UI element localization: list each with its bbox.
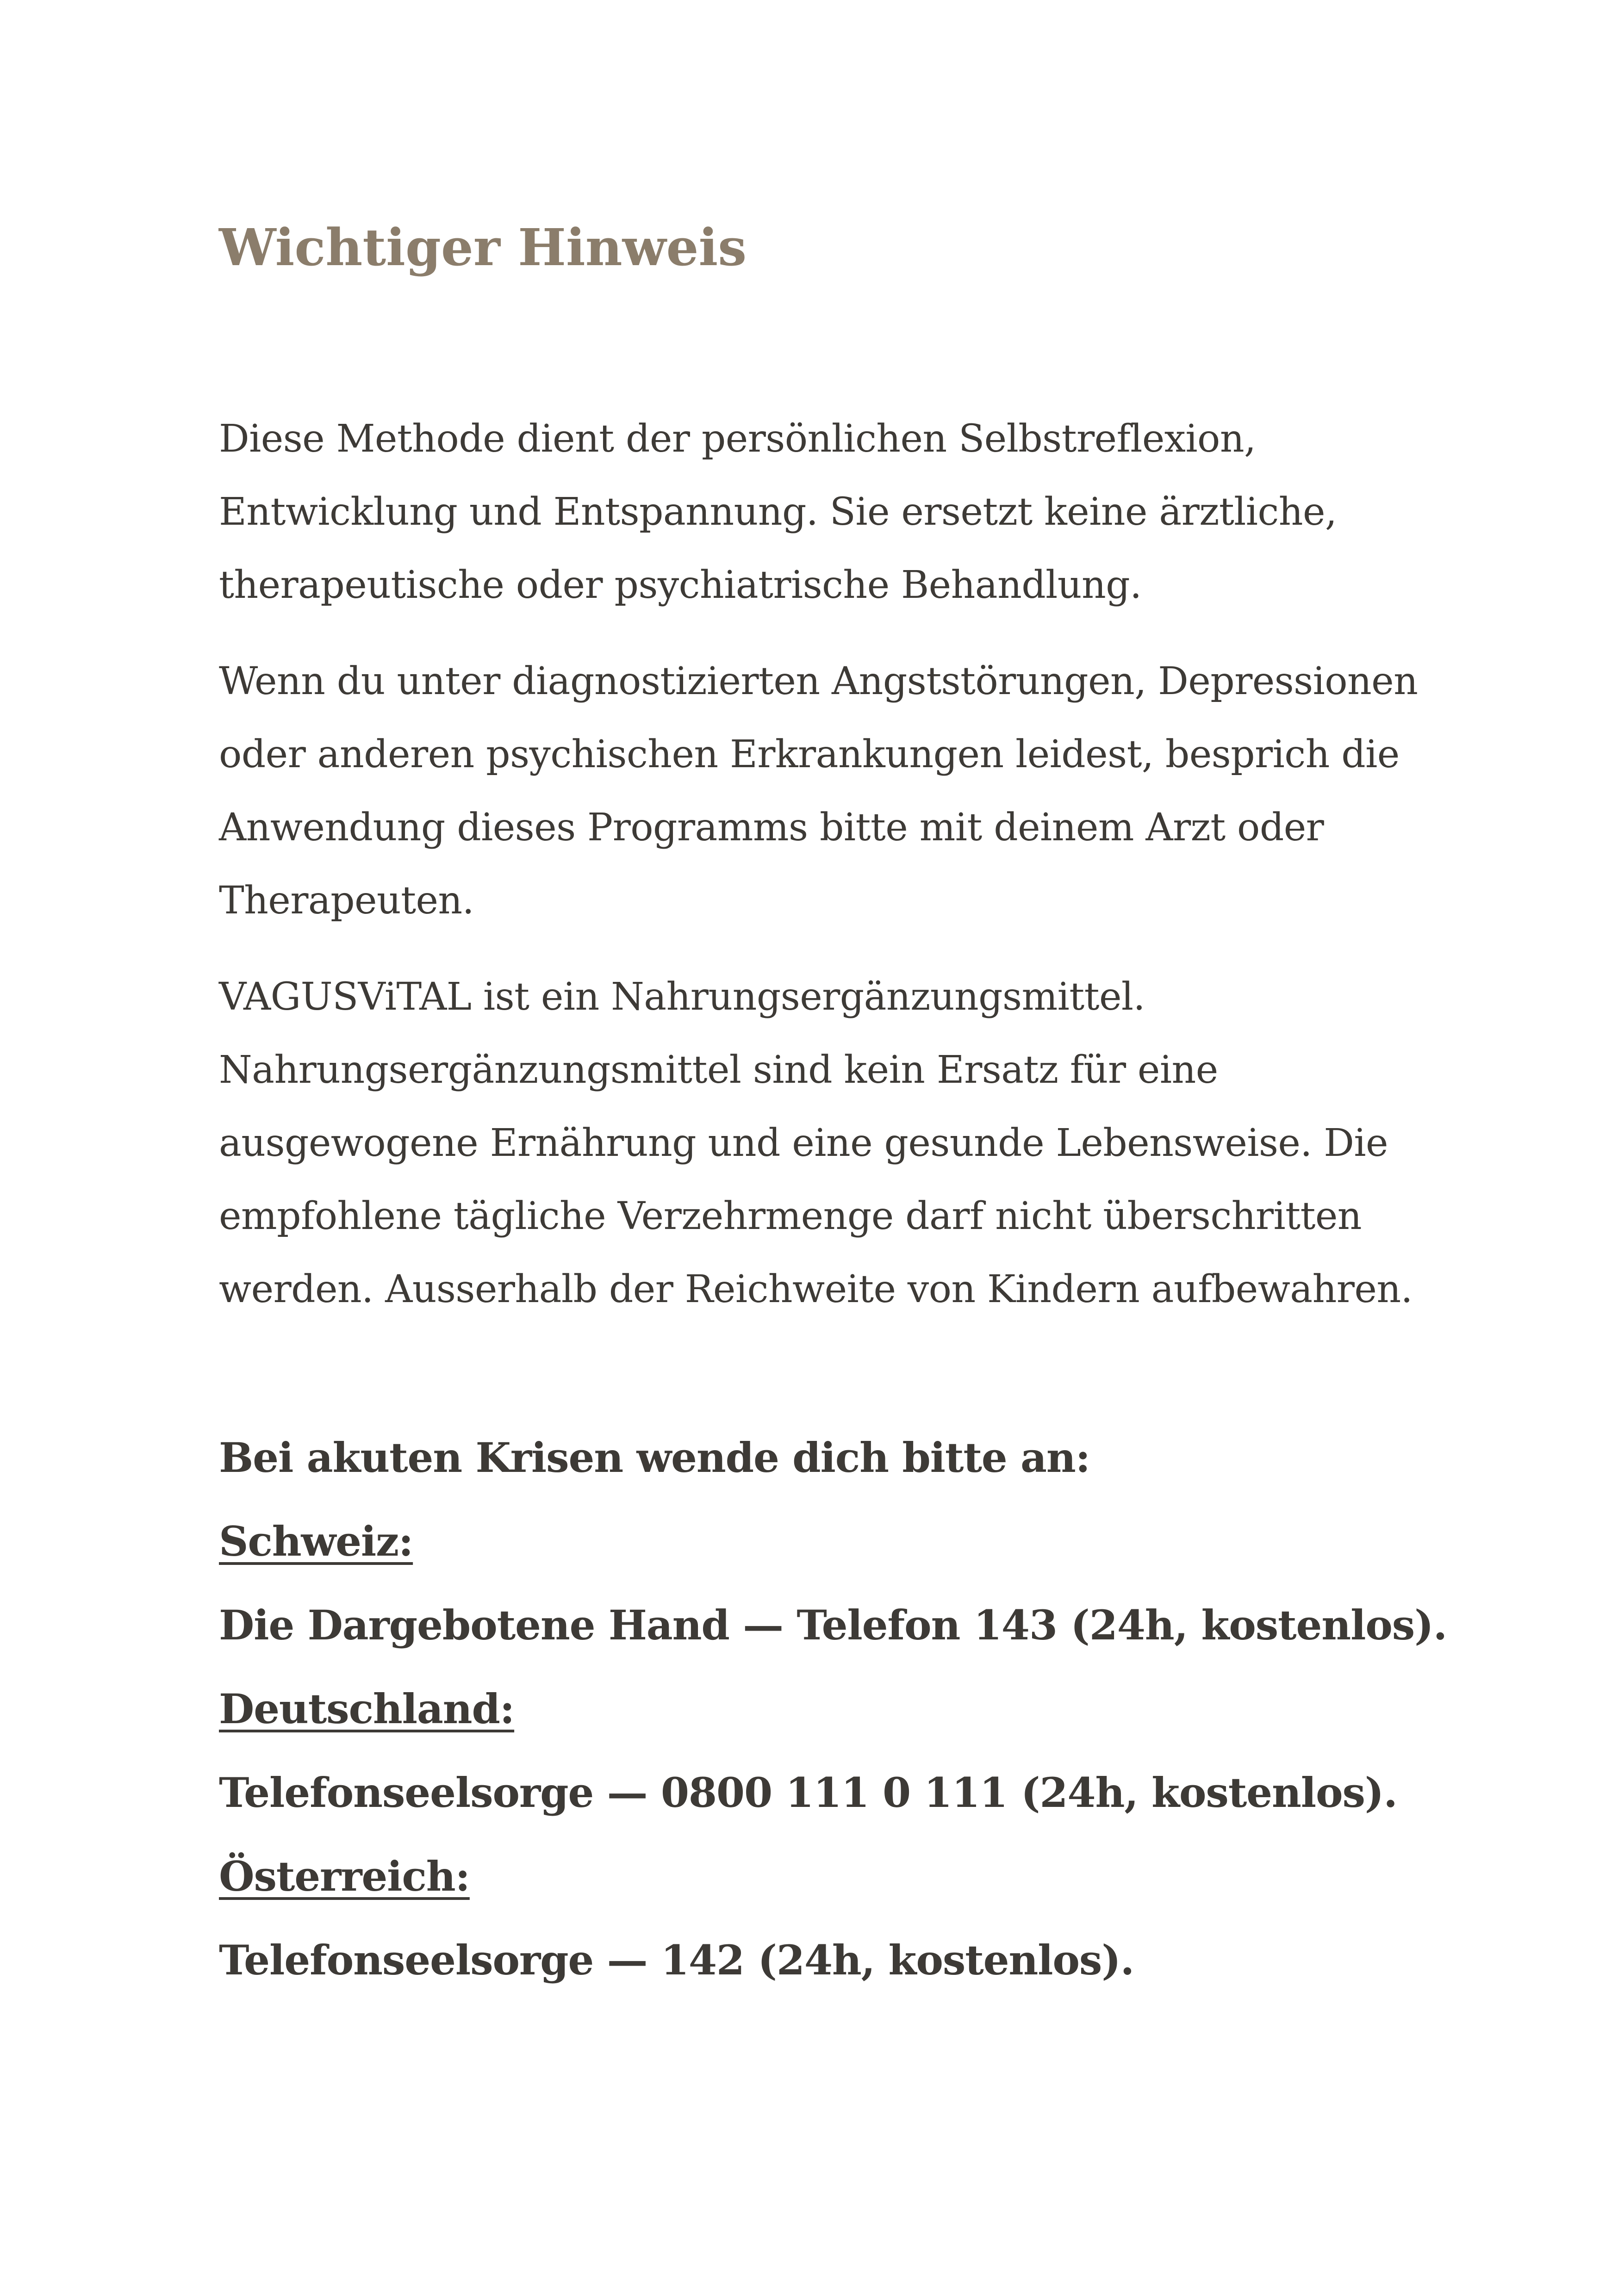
text-line: Anwendung dieses Programms bitte mit deinem Arzt oder <box>219 806 1324 850</box>
country-label-germany: Deutschland: <box>219 1685 515 1733</box>
text-line: Wenn du unter diagnostizierten Angststörungen, Depressionen <box>219 659 1418 703</box>
text-line: oder anderen psychischen Erkrankungen leidest, besprich die <box>219 732 1400 776</box>
hotline-germany: Telefonseelsorge — 0800 111 0 111 (24h, kostenlos). <box>219 1769 1397 1817</box>
text-line: Entwicklung und Entspannung. Sie ersetzt keine ärztliche, <box>219 490 1337 534</box>
page-title: Wichtiger Hinweis <box>219 217 747 277</box>
paragraph-supplement-notice <box>219 961 1469 1326</box>
hotline-switzerland: Die Dargebotene Hand — Telefon 143 (24h, kostenlos). <box>219 1601 1447 1649</box>
crisis-heading: Bei akuten Krisen wende dich bitte an: <box>219 1433 1090 1482</box>
text-line: Therapeuten. <box>219 879 474 923</box>
paragraph-disclaimer-method <box>219 403 1469 622</box>
country-label-austria: Österreich: <box>219 1852 470 1900</box>
text-line: werden. Ausserhalb der Reichweite von Kindern aufbewahren. <box>219 1267 1413 1311</box>
crisis-contacts <box>219 1416 1515 2002</box>
text-line: empfohlene tägliche Verzehrmenge darf nicht überschritten <box>219 1194 1362 1238</box>
text-line: VAGUSViTAL ist ein Nahrungsergänzungsmittel. <box>219 975 1145 1019</box>
paragraph-mental-health-advice <box>219 645 1469 937</box>
text-line: therapeutische oder psychiatrische Behandlung. <box>219 563 1142 607</box>
text-line: Diese Methode dient der persönlichen Selbstreflexion, <box>219 417 1256 461</box>
hotline-austria: Telefonseelsorge — 142 (24h, kostenlos). <box>219 1936 1134 1984</box>
text-line: Nahrungsergänzungsmittel sind kein Ersatz für eine <box>219 1048 1218 1092</box>
notice-body <box>219 403 1469 1349</box>
text-line: ausgewogene Ernährung und eine gesunde Lebensweise. Die <box>219 1121 1388 1165</box>
country-label-switzerland: Schweiz: <box>219 1517 413 1565</box>
